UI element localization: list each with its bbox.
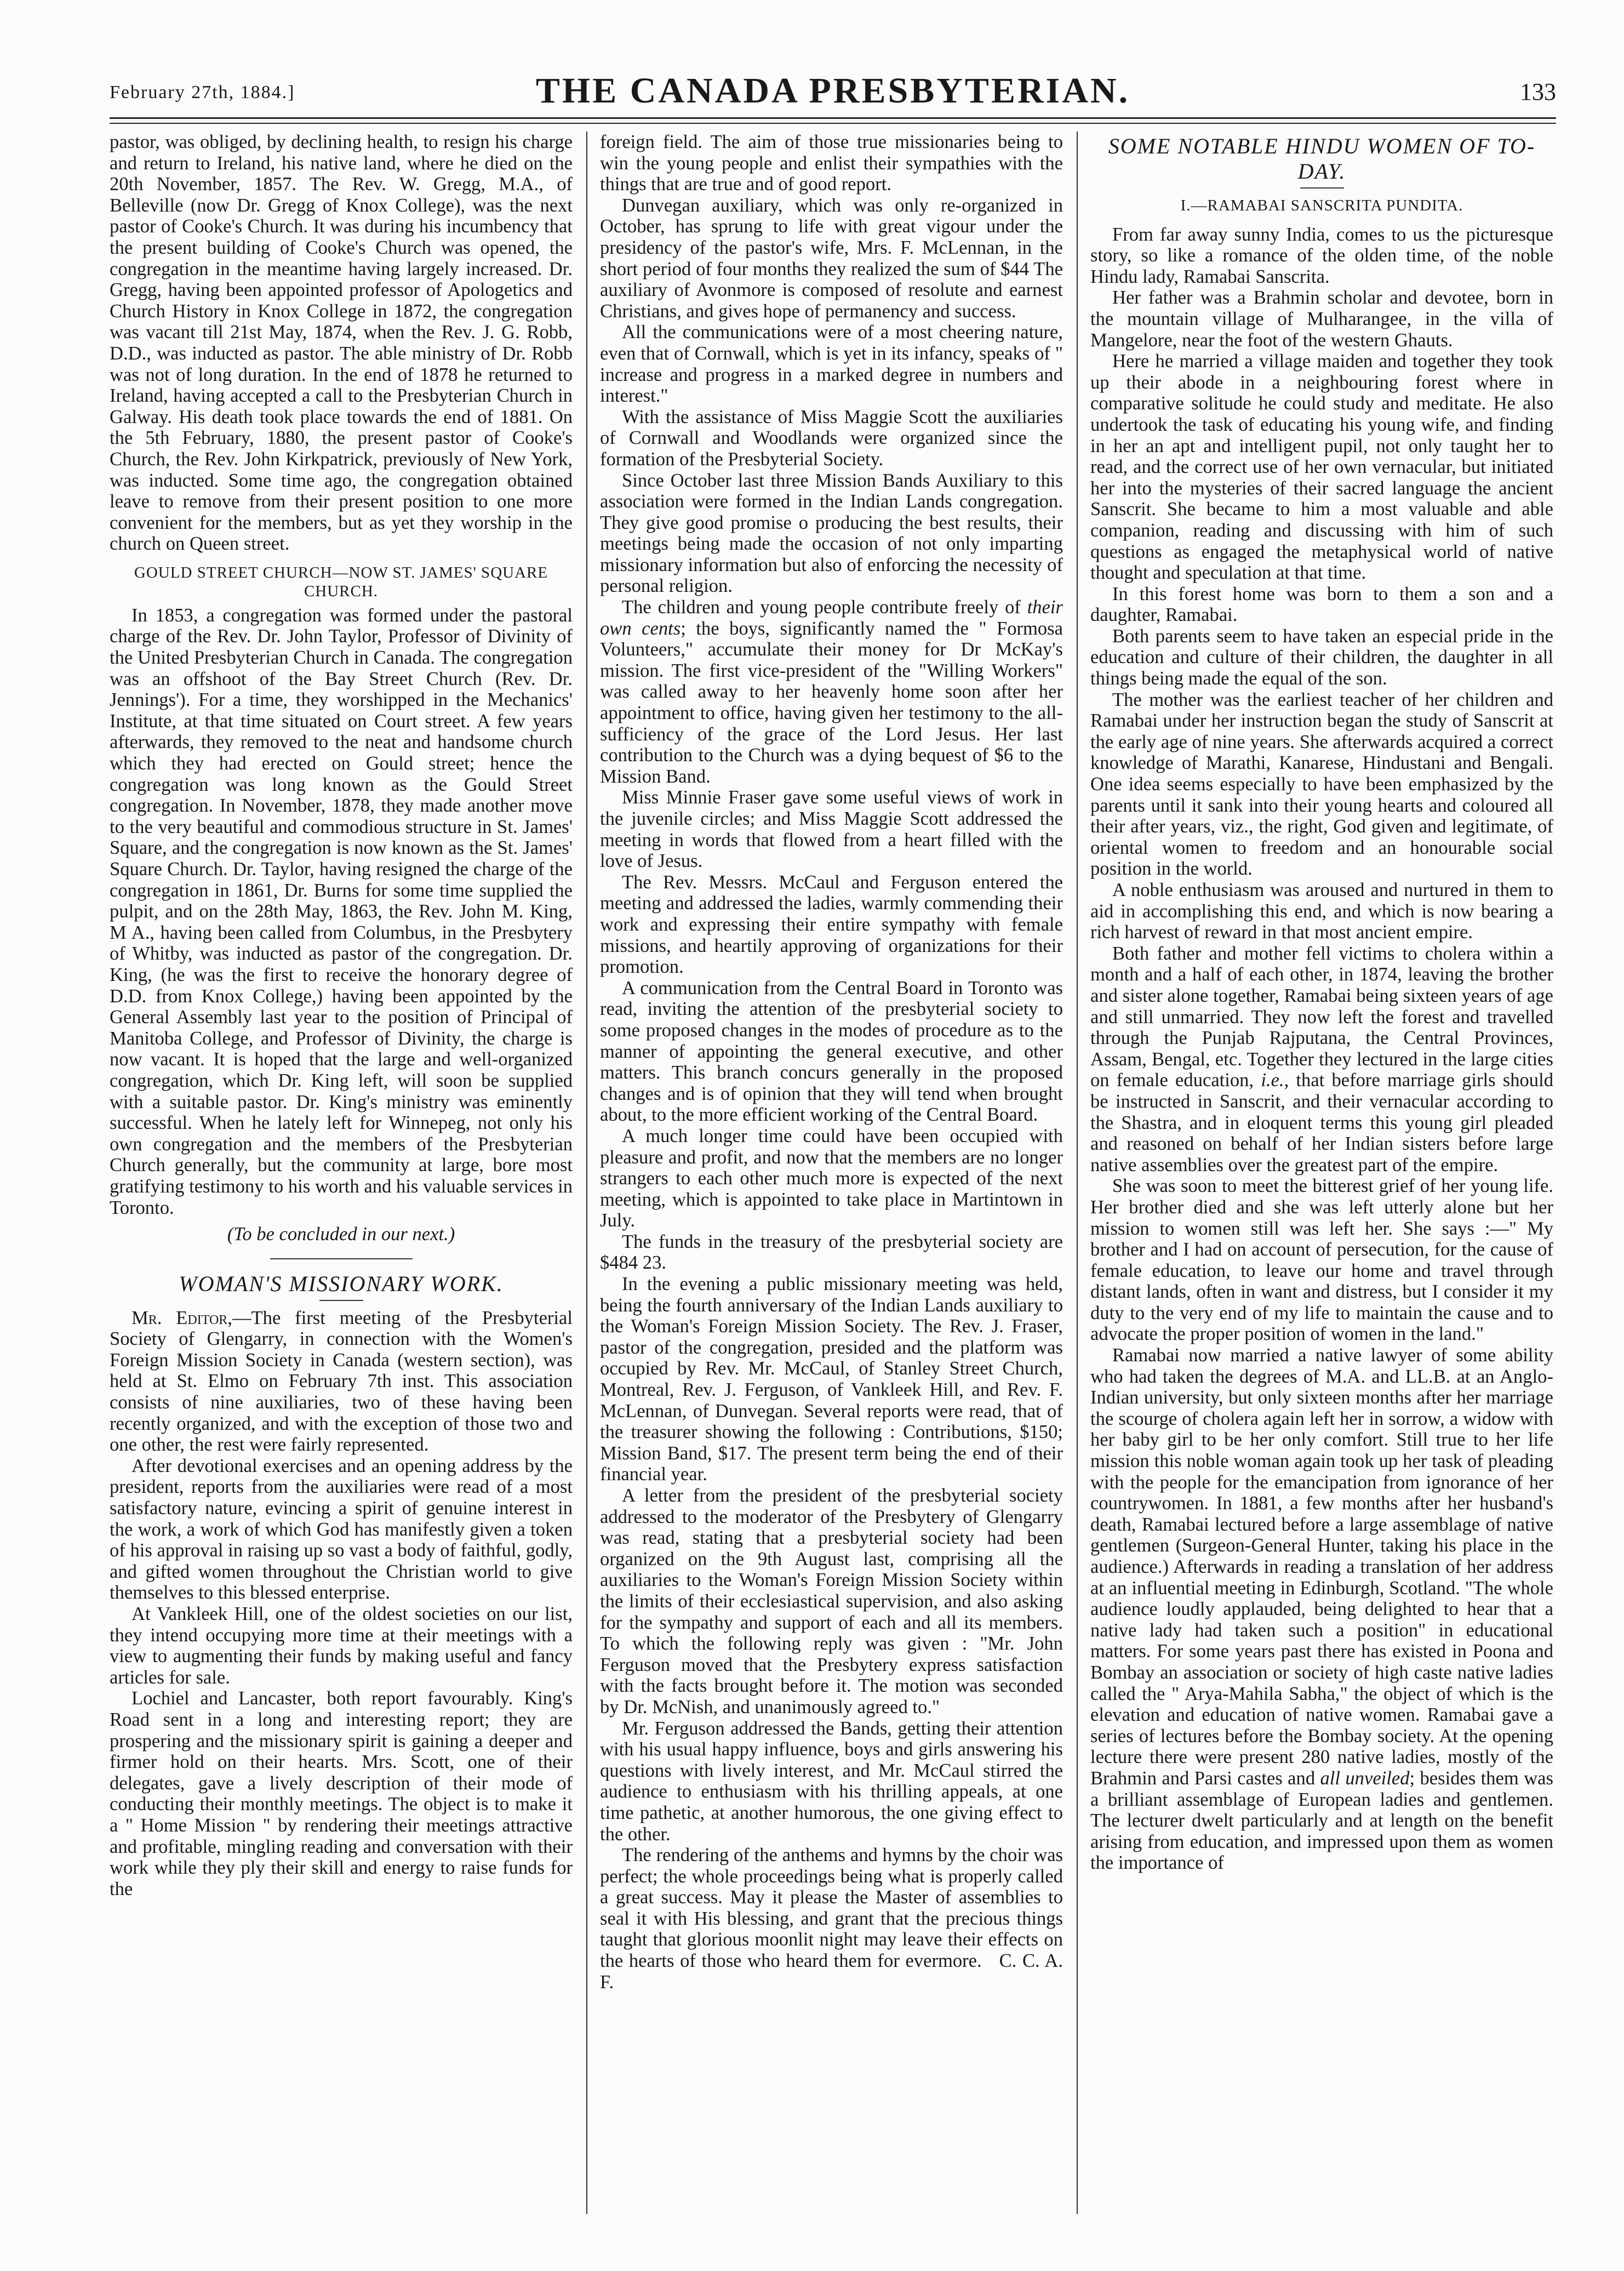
emphasis: i.e. bbox=[1261, 1070, 1284, 1091]
paragraph: Since October last three Mission Bands Auxiliary to this association were formed in the Indian Lands congregation. They give good promise o producing the best results, their meetings being made the occasion of not only imparting missionary information but also of enforcing the necessity of personal religion. bbox=[600, 470, 1063, 597]
masthead bbox=[110, 70, 1556, 114]
paragraph: Her father was a Brahmin scholar and devotee, born in the mountain village of Mulharangee, in the villa of Mangelore, near the foot of the western Ghauts. bbox=[1090, 287, 1553, 351]
paragraph-text: ; the boys, significantly named the " Formosa Volunteers," accumulate their money for Dr McKay's mission. The first vice-president of the "Willing Workers" was called away to her heavenly home soon after her appointment to office, having given her testimony to the all-sufficiency of the grace of the Lord Jesus. Her last contribution to the Church was a dying bequest of $6 to the Mission Band. bbox=[600, 618, 1063, 787]
emphasis: all unveiled bbox=[1320, 1767, 1410, 1789]
column-divider bbox=[1077, 132, 1078, 2214]
column-1 bbox=[110, 132, 573, 2225]
paragraph: A much longer time could have been occupied with pleasure and profit, and now that the members are no longer strangers to each other much more is expected of the next meeting, which is appointed to take place in Martintown in July. bbox=[600, 1125, 1063, 1231]
paragraph: A letter from the president of the presbyterial society addressed to the moderator of the Presbytery of Glengarry was read, stating that a presbyterial society had been organized on the 9th August last, comprising all the auxiliaries to the Woman's Foreign Mission Society within the limits of their ecclesiastical supervision, and also asking for the sympathy and support of each and all its members. To which the following reply was given : "Mr. John Ferguson moved that the Presbytery express satisfaction with the facts brought before it. The motion was seconded by Dr. McNish, and unanimously agreed to." bbox=[600, 1485, 1063, 1717]
paragraph: A communication from the Central Board in Toronto was read, inviting the attention of the presbyterial society to some proposed changes in the modes of procedure as to the manner of appointing the general executive, and other matters. This branch concurs generally in the proposed changes and is of opinion that they will tend when brought about, to the more efficient working of the Central Board. bbox=[600, 977, 1063, 1126]
paragraph: In this forest home was born to them a son and a daughter, Ramabai. bbox=[1090, 583, 1553, 626]
paragraph: pastor, was obliged, by declining health, to resign his charge and return to Ireland, his native land, where he died on the 20th November, 1857. The Rev. W. Gregg, M.A., of Belleville (now Dr. Gregg of Knox College), was the next pastor of Cooke's Church. It was during his incumbency that the present building of Cooke's Church was opened, the congregation in the meantime having largely increased. Dr. Gregg, having been appointed professor of Apologetics and Church History in Knox College in 1872, the congregation was vacant till 21st May, 1874, when the Rev. J. G. Robb, D.D., was inducted as pastor. The able ministry of Dr. Robb was not of long duration. In the end of 1878 he returned to Ireland, having accepted a call to the Presbyterian Church in Galway. His death took place towards the end of 1881. On the 5th February, 1880, the present pastor of Cooke's Church, the Rev. John Kirkpatrick, previously of New York, was inducted. Some time ago, the congregation obtained leave to remove from their present position to one more convenient for the members, but as yet they worship in the church on Queen street. bbox=[110, 132, 573, 555]
paragraph: She was soon to meet the bitterest grief of her young life. Her brother died and she was left utterly alone but her mission to women still was left her. She says :—" My brother and I had on account of persecution, for the cause of female education, to leave our home and travel through distant lands, often in want and distress, but I consider it my duty to the very end of my life to maintain the cause and to advocate the proper position of women in the land." bbox=[1090, 1176, 1553, 1345]
heading-rule bbox=[1300, 187, 1344, 189]
paragraph-text: Ramabai now married a native lawyer of some ability who had taken the degrees of M.A. and LL.B. at an Anglo-Indian university, but only sixteen months after her marriage the scourge of cholera again left her in sorrow, a widow with her baby girl to be her only comfort. Still true to her life mission this noble woman again took up her task of pleading with the people for the emancipation from ignorance of her countrywomen. In 1881, a few months after her husband's death, Ramabai lectured before a large assemblage of native gentlemen (Surgeon-General Hunter, taking his place in the audience.) Afterwards in reading a translation of her address at an influential meeting in Edinburgh, Scotland. "The whole audience loudly applauded, being delighted to hear that a native lady had taken such a position" in educational matters. For some years past there has existed in Poona and Bombay an association or society of high caste native ladies called the " Arya-Mahila Sabha," the object of which is the elevation and education of native women. Ramabai gave a series of lectures before the Bombay society. At the opening lecture there were present 280 native ladies, mostly of the Brahmin and Parsi castes and bbox=[1090, 1345, 1553, 1789]
paragraph-text: Both father and mother fell victims to cholera within a month and a half of each other, in 1874, leaving the brother and sister alone together, Ramabai being sixteen years of age and still unmarried. They now left the forest and travelled through the Punjab Rajputana, the Central Provinces, Assam, Bengal, etc. Together they lectured in the large cities on female education, bbox=[1090, 943, 1553, 1091]
paragraph: In 1853, a congregation was formed under the pastoral charge of the Rev. Dr. John Taylor, Professor of Divinity of the United Presbyterian Church in Canada. The congregation was an offshoot of the Bay Street Church (Rev. Dr. Jennings'). For a time, they worshipped in the Mechanics' Institute, at that time situated on Court street. A few years afterwards, they removed to the neat and handsome church which they had erected on Gould street; hence the congregation was long known as the Gould Street congregation. In November, 1878, they made another move to the very beautiful and commodious structure in St. James' Square, and the congregation is now known as the St. James' Square Church. Dr. Taylor, having resigned the charge of the congregation in 1861, Dr. Burns for some time supplied the pulpit, and on the 28th May, 1863, the Rev. John M. King, M A., having been called from Columbus, in the Presbytery of Whitby, was inducted as pastor of the congregation. Dr. King, (he was the first to receive the honorary degree of D.D. from Knox College,) having been appointed by the General Assembly last year to the position of Principal of Manitoba College, and Professor of Divinity, the charge is now vacant. It is hoped that the large and well-organized congregation, which Dr. King left, will soon be supplied with a suitable pastor. Dr. King's ministry was eminently successful. When he lately left for Winnepeg, not only his own congregation and the members of the Presbyterian Church generally, but the community at large, bore most gratifying testimony to his worth and his valuable services in Toronto. bbox=[110, 604, 573, 1218]
paragraph: Both parents seem to have taken an especial pride in the education and culture of their children, the daughter in all things being made the equal of the son. bbox=[1090, 625, 1553, 689]
article-heading: WOMAN'S MISSIONARY WORK. bbox=[179, 1271, 504, 1296]
page-number: 133 bbox=[1520, 78, 1556, 105]
paragraph: Mr. Ferguson addressed the Bands, getting their attention with his usual happy influence, boys and girls answering his questions with lively interest, and Mr. McCaul stirred the audience to enthusiasm with his thrilling appeals, at one time pathetic, at another humorous, the one giving effect to the other. bbox=[600, 1717, 1063, 1845]
newspaper-title: THE CANADA PRESBYTERIAN. bbox=[535, 71, 1130, 111]
paragraph: From far away sunny India, comes to us the picturesque story, so like a romance of the olden time, of the noble Hindu lady, Ramabai Sanscrita. bbox=[1090, 224, 1553, 287]
salutation: Mr. Editor, bbox=[131, 1307, 232, 1328]
paragraph-text: The rendering of the anthems and hymns by the choir was perfect; the whole proceedings being what is properly called a great success. May it please the Master of assemblies to seal it with His blessing, and grant that the precious things taught that glorious moonlit night may leave their effects on the hearts of those who heard them for evermore. bbox=[600, 1845, 1063, 1972]
paragraph: After devotional exercises and an opening address by the president, reports from the auxiliaries were read of a most satisfactory nature, evincing a spirit of genuine interest in the work, a work of which God has manifestly given a token of his approval in raising up so vast a body of faithful, godly, and gifted women throughout the Christian world to give themselves to this blessed enterprise. bbox=[110, 1455, 573, 1604]
paragraph: The mother was the earliest teacher of her children and Ramabai under her instruction began the study of Sanscrit at the early age of nine years. She afterwards acquired a correct knowledge of Marathi, Kanarese, Hindustani and Bengali. One idea seems especially to have been emphasized by the parents until it sank into their young hearts and coloured all their after years, viz., the right, God given and legitimate, of oriental women to freedom and an honourable social position in the world. bbox=[1090, 689, 1553, 880]
paragraph: The funds in the treasury of the presbyterial society are $484 23. bbox=[600, 1231, 1063, 1274]
column-2 bbox=[600, 132, 1063, 2225]
paragraph: foreign field. The aim of those true missionaries being to win the young people and enlist their sympathies with the things that are true and of good report. bbox=[600, 132, 1063, 195]
paragraph: Lochiel and Lancaster, both report favourably. King's Road sent in a long and interesting report; they are prospering and the missionary spirit is gaining a deeper and firmer hold on their hearts. Mrs. Scott, one of their delegates, gave a lively description of their mode of conducting their monthly meetings. The object is to make it a " Home Mission " by rendering their meetings attractive and profitable, mingling reading and conversation with their work while they ply their skill and energy to raise funds for the bbox=[110, 1688, 573, 1899]
issue-date: February 27th, 1884.] bbox=[110, 82, 295, 102]
paragraph: Here he married a village maiden and together they took up their abode in a neighbouring forest where in comparative solitude he could study and meditate. He also undertook the task of educating his young wife, and finding in her an apt and intelligent pupil, not only taught her to read, and the correct use of her own vernacular, but initiated her into the mysteries of their sacred language the ancient Sanscrit. She became to him a most valuable and able companion, reading and discussing with him of such questions as engaged the metaphysical world of native thought and speculation at that time. bbox=[1090, 351, 1553, 584]
column-3 bbox=[1090, 132, 1553, 2225]
paragraph: The Rev. Messrs. McCaul and Ferguson entered the meeting and addressed the ladies, warmly commending their work and expressing their entire sympathy with female missions, and heartily approving of organizations for their promotion. bbox=[600, 871, 1063, 978]
paragraph-text: The children and young people contribute freely of bbox=[622, 597, 1027, 618]
paragraph-text: , that before marriage girls should be instructed in Sanscrit, and their vernacular according to the Shastra, and in eloquent terms this young girl pleaded and reasoned on behalf of her Indian sisters before large native assemblies over the greatest part of the empire. bbox=[1090, 1070, 1553, 1176]
column-divider bbox=[586, 132, 587, 2214]
paragraph: A noble enthusiasm was aroused and nurtured in them to aid in accomplishing this end, and which is now bearing a rich harvest of reward in that most ancient empire. bbox=[1090, 880, 1553, 943]
paragraph: With the assistance of Miss Maggie Scott the auxiliaries of Cornwall and Woodlands were organized since the formation of the Presbyterial Society. bbox=[600, 406, 1063, 470]
paragraph-text: ; besides them was a brilliant assemblage of European ladies and gentlemen. The lecturer dwelt particularly and at length on the benefit arising from education, and impressed upon them as women the importance of bbox=[1090, 1767, 1553, 1874]
paragraph: Miss Minnie Fraser gave some useful views of work in the juvenile circles; and Miss Maggie Scott addressed the meeting in words that flowed from a heart filled with the love of Jesus. bbox=[600, 787, 1063, 872]
signature: C. C. A. F. bbox=[600, 1950, 1063, 1993]
heading-rule bbox=[319, 1300, 363, 1301]
section-subhead: I.—RAMABAI SANSCRITA PUNDITA. bbox=[1180, 197, 1463, 214]
paragraph: Dunvegan auxiliary, which was only re-organized in October, has sprung to life with great vigour under the presidency of the pastor's wife, Mrs. F. McLennan, in the short period of four months they realized the sum of $44 The auxiliary of Avonmore is composed of resolute and earnest Christians, and gives hope of permanency and success. bbox=[600, 195, 1063, 322]
masthead-rule-thin bbox=[110, 123, 1556, 124]
paragraph bbox=[1090, 1345, 1553, 1874]
article-heading: SOME NOTABLE HINDU WOMEN OF TO-DAY. bbox=[1108, 134, 1536, 184]
paragraph bbox=[110, 1308, 573, 1456]
emphasis: their own cents bbox=[600, 597, 1063, 639]
paragraph bbox=[600, 1845, 1063, 1993]
continuation-note: (To be concluded in our next.) bbox=[227, 1224, 455, 1245]
paragraph bbox=[600, 597, 1063, 787]
paragraph: All the communications were of a most cheering nature, even that of Cornwall, which is yet in its infancy, speaks of " increase and progress in a marked degree in numbers and interest." bbox=[600, 322, 1063, 407]
section-divider bbox=[270, 1258, 413, 1259]
masthead-rule bbox=[110, 117, 1556, 119]
paragraph-text: —The first meeting of the Presbyterial Society of Glengarry, in connection with the Women's Foreign Mission Society in Canada (western section), was held at St. Elmo on February 7th inst. This association consists of nine auxiliaries, two of these having been recently organized, and with the exception of those two and one other, the rest were fairly represented. bbox=[110, 1307, 573, 1456]
section-subhead: GOULD STREET CHURCH—NOW ST. JAMES' SQUARE CHURCH. bbox=[134, 563, 548, 600]
paragraph: At Vankleek Hill, one of the oldest societies on our list, they intend occupying more time at their meetings with a view to augmenting their funds by making useful and fancy articles for sale. bbox=[110, 1604, 573, 1688]
paragraph bbox=[1090, 943, 1553, 1176]
paragraph: In the evening a public missionary meeting was held, being the fourth anniversary of the Indian Lands auxiliary to the Woman's Foreign Mission Society. The Rev. J. Fraser, pastor of the congregation, presided and the platform was occupied by Rev. Mr. McCaul, of Stanley Street Church, Montreal, Rev. J. Ferguson, of Vankleek Hill, and Rev. F. McLennan, of Dunvegan. Several reports were read, that of the treasurer showing the following : Contributions, $150; Mission Band, $17. The present term being the end of their financial year. bbox=[600, 1274, 1063, 1485]
